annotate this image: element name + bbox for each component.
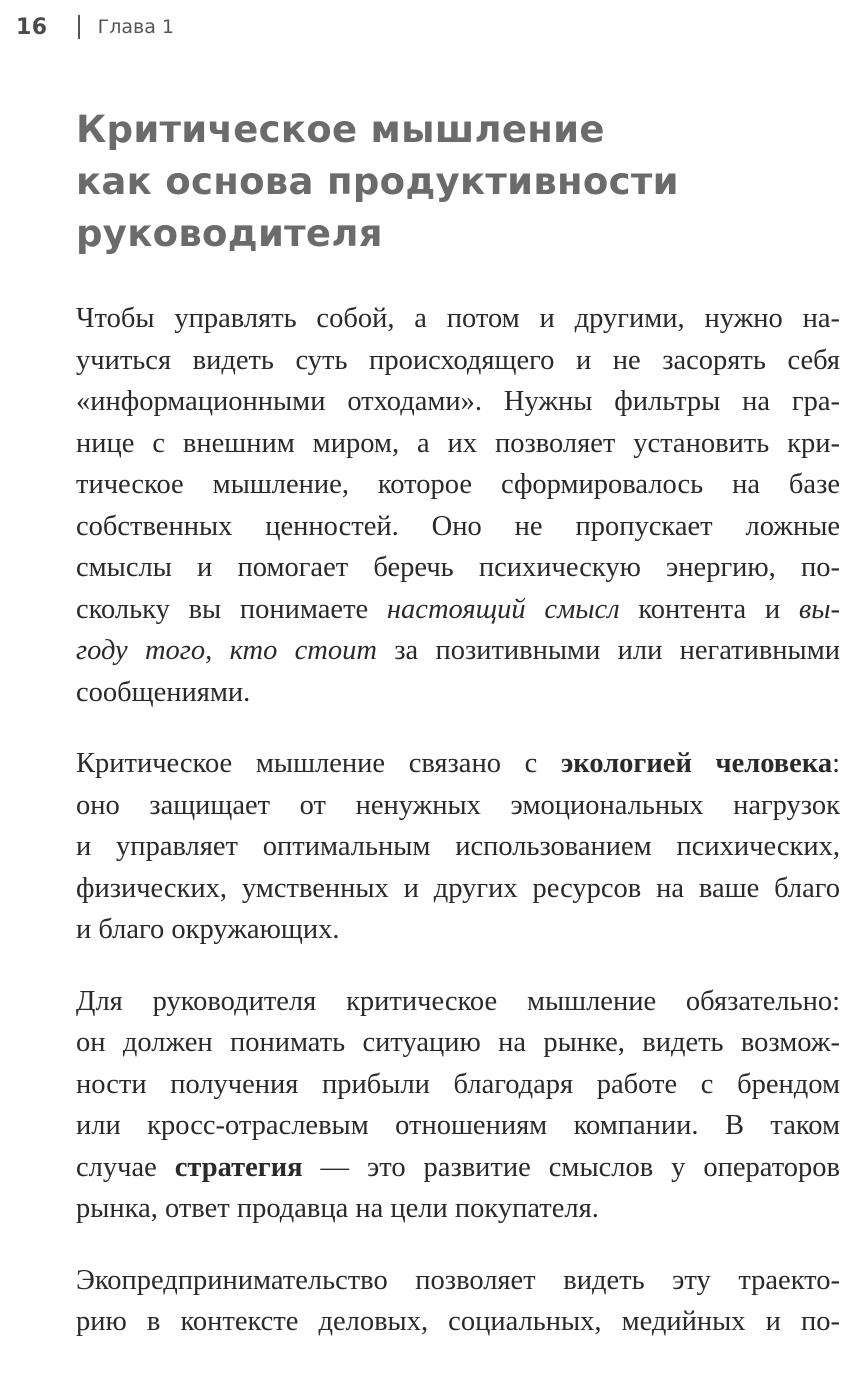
text-line: Для руководителя критическое мышление обязательно: — [76, 985, 840, 1017]
text-line: Чтобы управлять собой, а потом и другими, нужно на- — [76, 303, 840, 334]
bold-emphasis: стратегия — [174, 1151, 303, 1183]
text-line: сообщениями. — [76, 676, 251, 708]
italic-emphasis: настоящий смысл — [386, 593, 620, 625]
header-divider — [78, 15, 80, 39]
section-title-line: руководителя — [76, 212, 383, 255]
text-line: учиться видеть суть происходящего и не засорять себя — [76, 344, 840, 376]
paragraph — [76, 1260, 840, 1343]
section-title-line: как основа продуктивности — [76, 160, 679, 203]
paragraph — [76, 743, 840, 951]
text-line — [76, 743, 840, 785]
text-line: нице с внешним миром, а их позволяет установить кри- — [76, 427, 840, 459]
text-run: Критическое мышление связано с — [76, 748, 561, 779]
text-line: физических, умственных и других ресурсов на ваше благо — [76, 872, 840, 904]
section-title — [76, 104, 816, 260]
text-line — [76, 630, 840, 672]
chapter-label: Глава 1 — [97, 16, 174, 38]
text-run: скольку вы понимаете — [76, 593, 387, 625]
text-line: смыслы и помогает беречь психическую энергию, по- — [76, 552, 840, 583]
text-line: рию в контексте деловых, социальных, медийных и по- — [76, 1306, 840, 1337]
text-run: : — [832, 748, 840, 779]
text-line: и благо окружающих. — [76, 914, 340, 945]
text-run: — это развитие смыслов у операторов — [302, 1151, 840, 1183]
section-title-line: Критическое мышление — [76, 108, 605, 151]
text-line: тическое мышление, которое сформировалось на базе — [76, 469, 840, 500]
text-line: и управляет оптимальным использованием психических, — [76, 831, 840, 862]
text-line: «информационными отходами». Нужны фильтры на гра- — [76, 386, 840, 417]
italic-emphasis: вы- — [798, 593, 840, 625]
text-line: или кросс-отраслевым отношениям компании. В таком — [76, 1110, 840, 1141]
text-line: собственных ценностей. Оно не пропускает ложные — [76, 510, 840, 542]
text-run: контента и — [619, 593, 799, 625]
text-line: оно защищает от ненужных эмоциональных нагрузок — [76, 789, 840, 821]
text-run: случае — [76, 1151, 175, 1183]
page-number: 16 — [16, 14, 48, 40]
paragraph — [76, 981, 840, 1230]
text-line: рынка, ответ продавца на цели покупателя. — [76, 1193, 599, 1224]
text-line: Экопредпринимательство позволяет видеть эту траекто- — [76, 1264, 840, 1296]
italic-emphasis: году того, кто стоит — [76, 635, 377, 666]
text-line — [76, 1147, 840, 1189]
text-run: за позитивными или негативными — [376, 635, 840, 666]
text-line — [76, 589, 840, 631]
body-text — [76, 298, 840, 1373]
running-head — [16, 10, 174, 44]
text-line: он должен понимать ситуацию на рынке, видеть возмож- — [76, 1027, 840, 1058]
paragraph — [76, 298, 840, 713]
bold-emphasis: экологией человека — [560, 748, 833, 779]
text-line: ности получения прибыли благодаря работе с брендом — [76, 1068, 840, 1100]
